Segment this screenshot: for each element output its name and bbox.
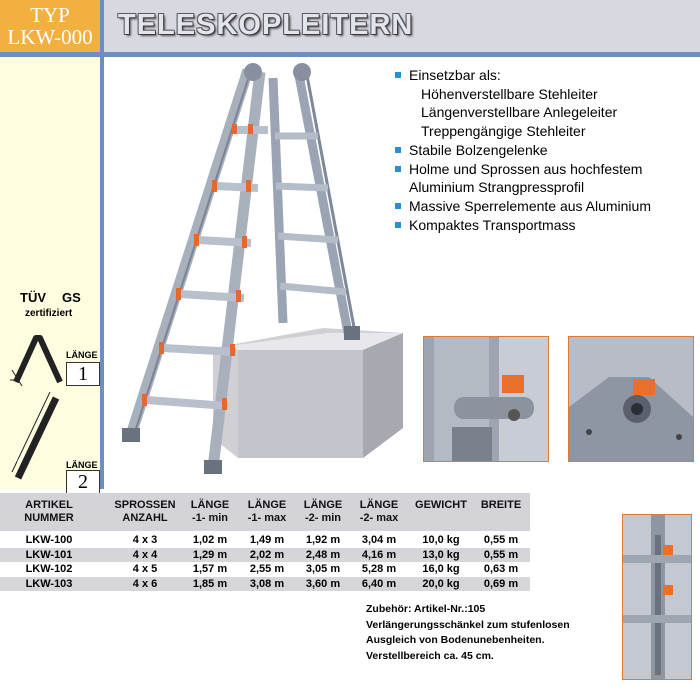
table-cell: 0,69 m [483, 577, 519, 590]
table-header [0, 493, 530, 531]
feature-subitem: Höhenverstellbare Stehleiter [421, 85, 598, 102]
col-header-rungs: SPROSSEN ANZAHL [114, 499, 176, 524]
bullet-icon [395, 203, 401, 209]
table-cell: 10,0 kg [422, 534, 460, 546]
folded-ladder-icon [8, 330, 68, 390]
table-cell: 3,05 m [305, 563, 341, 575]
table-cell: 1,49 m [249, 534, 285, 546]
gs-label: GS [62, 290, 81, 305]
table-cell: 1,85 m [192, 577, 228, 590]
tuv-label: TÜV [20, 290, 46, 305]
type-label: TYP [30, 3, 70, 27]
table-cell: 4 x 6 [132, 577, 158, 590]
col-header-length2-max: LÄNGE -2- max [359, 499, 399, 524]
type-box [0, 0, 104, 52]
table-cell: 4 x 4 [132, 548, 158, 561]
table-cell: 0,55 m [483, 534, 519, 546]
col-header-width: BREITE [480, 499, 522, 511]
table-cell: LKW-102 [25, 563, 73, 575]
table-cell: 6,40 m [361, 577, 397, 590]
feature-item: Stabile Bolzengelenke [395, 141, 700, 160]
table-cell: 13,0 kg [422, 548, 460, 561]
table-cell: 3,60 m [305, 577, 341, 590]
table-cell: 16,0 kg [422, 563, 460, 575]
table-cell: 2,02 m [249, 548, 285, 561]
table-cell: LKW-103 [25, 577, 73, 590]
length-1-number: 1 [66, 362, 100, 386]
certified-label: zertifiziert [25, 308, 73, 319]
feature-list [395, 66, 700, 234]
left-divider [100, 52, 104, 489]
type-code: LKW-000 [7, 25, 93, 49]
bullet-icon [395, 166, 401, 172]
feature-subitem: Treppengängige Stehleiter [421, 123, 586, 140]
bullet-icon [395, 72, 401, 78]
table-cell: 1,29 m [192, 548, 228, 561]
accessory-note [366, 602, 606, 664]
ladder-illustration [108, 58, 408, 483]
table-cell: 2,48 m [305, 548, 341, 561]
table-cell: 4 x 5 [132, 563, 158, 575]
table-cell: 1,02 m [192, 534, 228, 546]
bullet-icon [395, 147, 401, 153]
table-row [0, 577, 530, 591]
table-cell: 1,92 m [305, 534, 341, 546]
feature-item: Massive Sperrelemente aus Aluminium [395, 197, 700, 216]
table-row [0, 548, 530, 562]
bullet-icon [395, 222, 401, 228]
table-cell: 5,28 m [361, 563, 397, 575]
table-cell: 2,55 m [249, 563, 285, 575]
table-cell: 20,0 kg [422, 577, 460, 590]
length-2-number: 2 [66, 470, 100, 494]
table-cell: LKW-101 [25, 548, 73, 561]
feature-item-continuation: Aluminium Strangpressprofil [409, 179, 585, 196]
feature-item: Einsetzbar als: [395, 66, 700, 85]
table-row [0, 562, 530, 576]
feature-item: Holme und Sprossen aus hochfestem [395, 160, 700, 179]
extended-ladder-icon [8, 392, 68, 484]
col-header-weight: GEWICHT [415, 499, 467, 511]
table-cell: 3,04 m [361, 534, 397, 546]
table-cell: LKW-100 [25, 534, 73, 546]
table-row [0, 533, 530, 547]
col-header-length1-max: LÄNGE -1- max [247, 499, 287, 524]
accessory-line: Zubehör: Artikel-Nr.:105 [366, 603, 486, 615]
accessory-line: Verlängerungsschänkel zum stufenlosen [366, 618, 570, 631]
header-divider [0, 52, 700, 57]
title-bar [104, 0, 700, 52]
page-title: TELESKOPLEITERN [118, 9, 414, 41]
locking-element-photo [423, 336, 549, 462]
feature-item: Kompaktes Transportmass [395, 216, 700, 235]
table-cell: 0,63 m [483, 563, 519, 575]
table-cell: 4 x 3 [132, 534, 158, 546]
table-cell: 1,57 m [192, 563, 228, 575]
hinge-photo [568, 336, 694, 462]
extension-leg-photo [622, 514, 692, 680]
length-2-label: LÄNGE [66, 460, 98, 470]
table-cell: 0,55 m [483, 548, 519, 561]
table-cell: 4,16 m [361, 548, 397, 561]
col-header-length2-min: LÄNGE -2- min [303, 499, 343, 524]
col-header-length1-min: LÄNGE -1- min [190, 499, 230, 524]
length-1-label: LÄNGE [66, 350, 98, 360]
accessory-line: Ausgleich von Bodenunebenheiten. [366, 634, 545, 646]
feature-subitem: Längenverstellbare Anlegeleiter [421, 104, 618, 121]
table-cell: 3,08 m [249, 577, 285, 590]
col-header-article: ARTIKEL NUMMER [24, 499, 74, 524]
accessory-line: Verstellbereich ca. 45 cm. [366, 649, 494, 662]
